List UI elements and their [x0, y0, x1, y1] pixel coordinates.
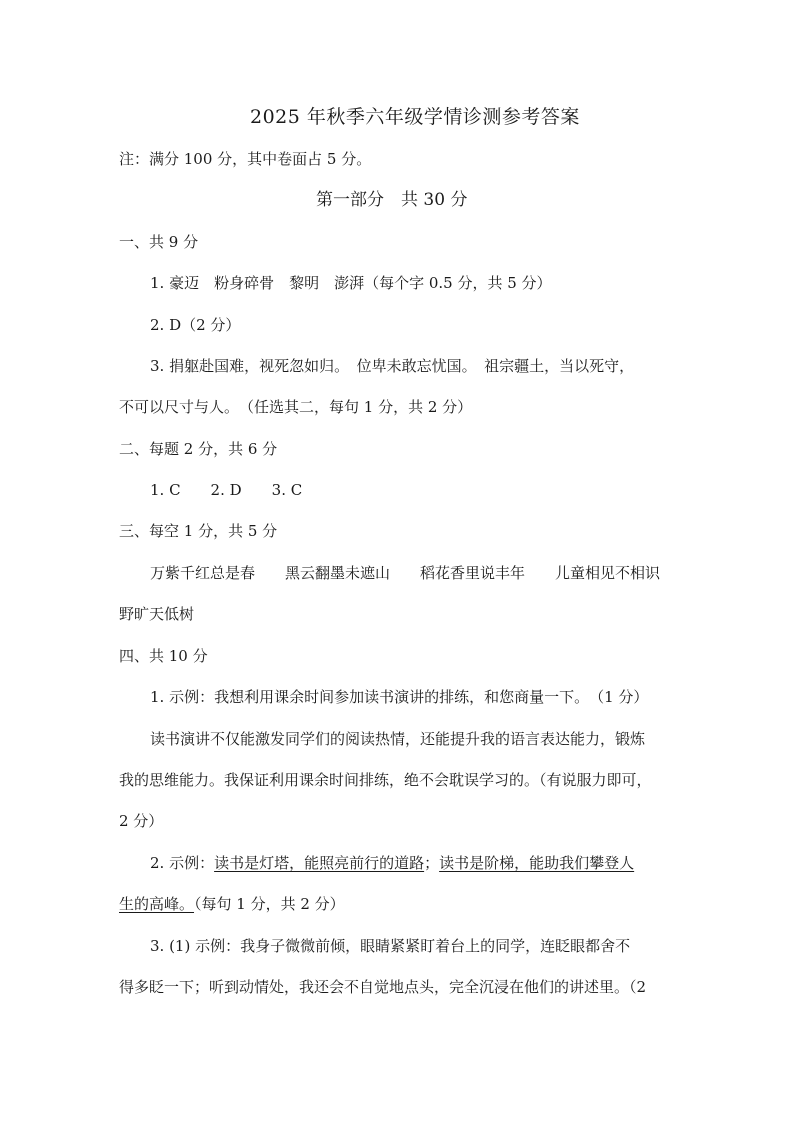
section-4-q1-line2: 读书演讲不仅能激发同学们的阅读热情，还能提升我的语言表达能力，锻炼	[150, 730, 646, 748]
section-3-line2: 野旷天低树	[119, 605, 195, 623]
section-3-line1: 万紫千红总是春 黑云翻墨未遮山 稻花香里说丰年 儿童相见不相识	[150, 564, 661, 582]
section-4-q2-line2	[119, 894, 345, 914]
part-one-heading: 第一部分 共 30 分	[316, 190, 468, 210]
q2-underlined-answer-1: 读书是灯塔，能照亮前行的道路	[214, 854, 425, 872]
page-title: 2025 年秋季六年级学情诊测参考答案	[250, 106, 580, 128]
section-4-q1-line1: 1. 示例：我想利用课余时间参加读书演讲的排练，和您商量一下。 （1 分）	[150, 688, 649, 706]
q2-prefix: 2. 示例：	[150, 854, 215, 872]
q2-separator: ；	[424, 854, 440, 872]
section-1-q3-line1: 3. 捐躯赴国难，视死忽如归。 位卑未敢忘忧国。 祖宗疆土，当以死守，	[150, 357, 635, 375]
section-2-answers: 1. C 2. D 3. C	[150, 481, 303, 499]
section-4-q2-line1	[150, 853, 634, 873]
section-4-q3-line2: 得多眨一下；听到动情处，我还会不自觉地点头，完全沉浸在他们的讲述里。（2	[119, 978, 647, 996]
section-1-heading: 一、共 9 分	[119, 233, 199, 251]
section-1-q1: 1. 豪迈 粉身碎骨 黎明 澎湃（每个字 0.5 分，共 5 分）	[150, 274, 552, 292]
section-4-q3-line1: 3. (1) 示例：我身子微微前倾，眼睛紧紧盯着台上的同学，连眨眼都舍不	[150, 937, 631, 955]
q2-score-note: （每句 1 分，共 2 分）	[194, 895, 345, 913]
score-note: 注：满分 100 分，其中卷面占 5 分。	[119, 150, 372, 168]
section-1-q3-line2: 不可以尺寸与人。 （任选其二，每句 1 分，共 2 分）	[119, 398, 473, 416]
section-3-heading: 三、每空 1 分，共 5 分	[119, 522, 278, 540]
section-4-q1-line4: 2 分）	[119, 812, 164, 830]
section-4-q1-line3: 我的思维能力。我保证利用课余时间排练，绝不会耽误学习的。（有说服力即可，	[119, 771, 652, 789]
q2-underlined-answer-2: 读书是阶梯，能助我们攀登人	[439, 854, 635, 872]
q2-underlined-answer-2-end: 生的高峰。	[119, 895, 195, 913]
section-1-q2: 2. D（2 分）	[150, 316, 241, 334]
section-2-heading: 二、每题 2 分，共 6 分	[119, 440, 278, 458]
section-4-heading: 四、共 10 分	[119, 647, 208, 665]
